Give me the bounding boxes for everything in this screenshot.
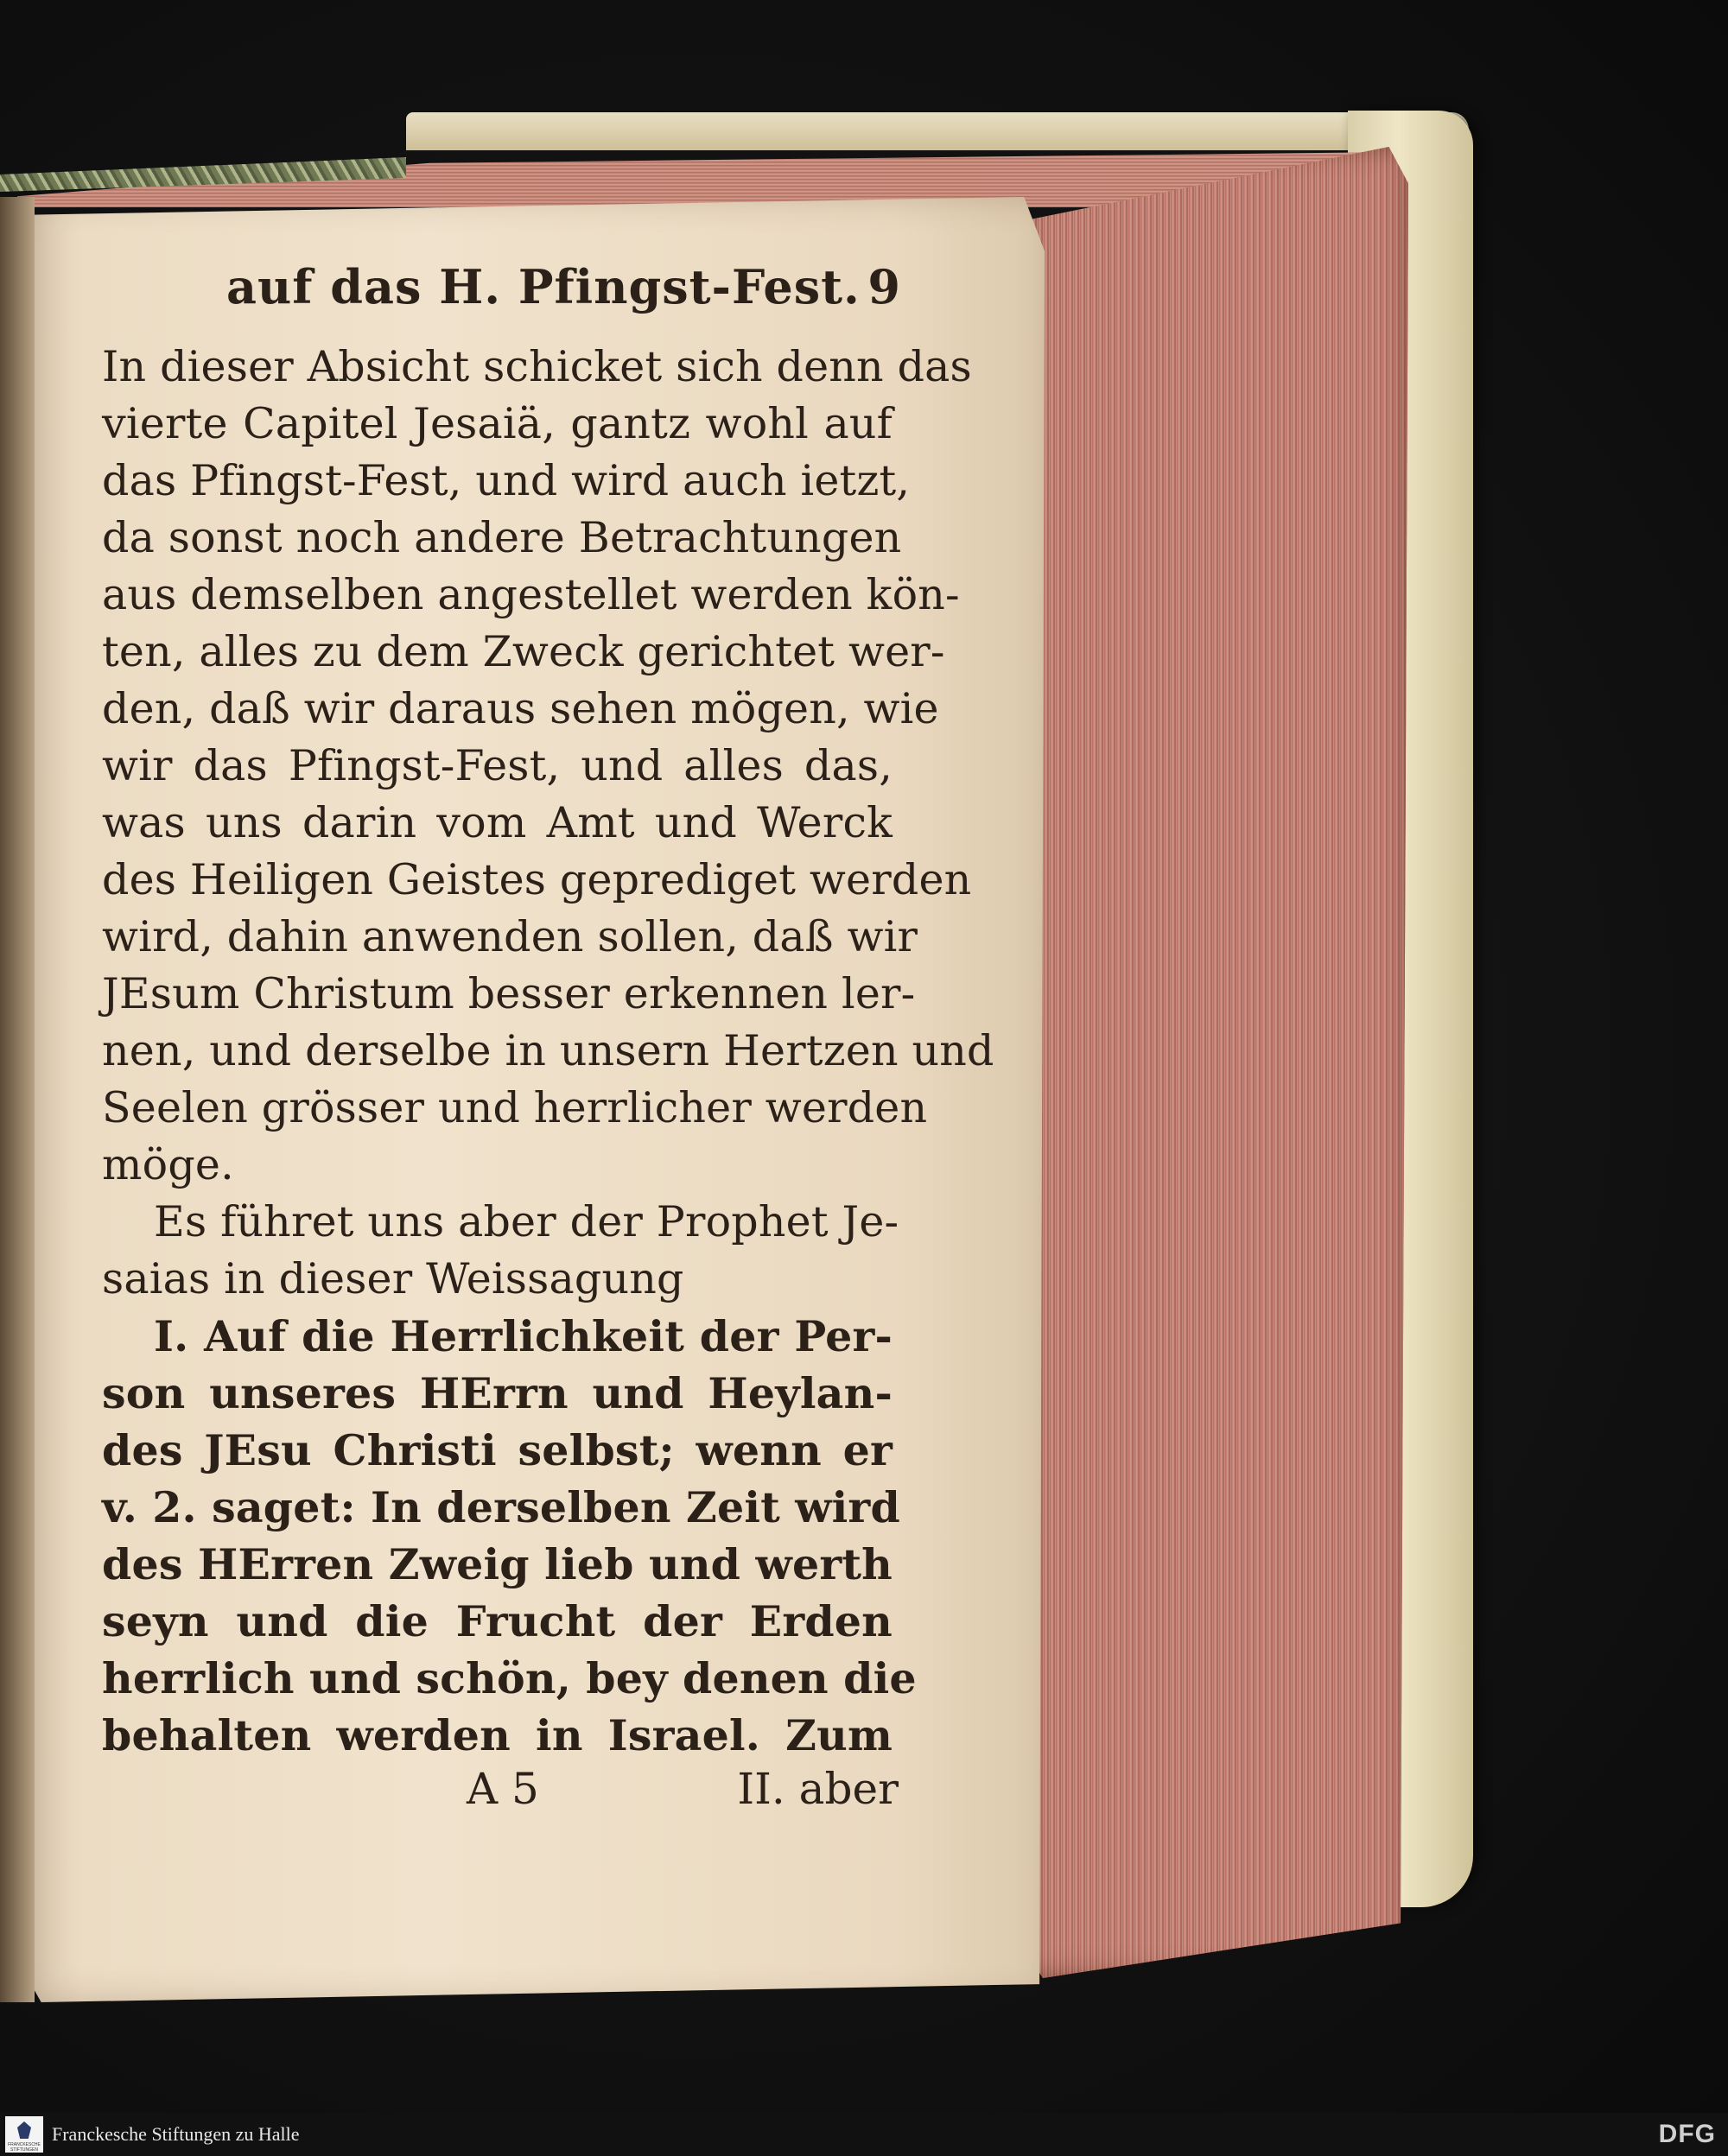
page-fore-edge: [1020, 147, 1408, 1978]
text-line: wird, dahin anwenden sollen, daß wir: [102, 912, 918, 961]
text-line: In dieser Absicht schicket sich denn das: [102, 342, 972, 391]
text-line: I. Auf die Herrlichkeit der Per-: [154, 1311, 893, 1361]
body-text: [102, 339, 994, 1764]
text-line: des JEsu Christi selbst; wenn er: [102, 1425, 893, 1475]
logo-text: FRANCKESCHE STIFTUNGEN: [8, 2142, 41, 2153]
text-line: v. 2. saget: In derselben Zeit wird: [102, 1482, 900, 1532]
text-line: was uns darin vom Amt und Werck: [102, 798, 893, 847]
text-line: des Heiligen Geistes geprediget werden: [102, 855, 972, 904]
text-line: son unseres HErrn und Heylan-: [102, 1368, 893, 1418]
text-line: behalten werden in Israel. Zum: [102, 1710, 893, 1760]
viewer-footer-bar: [0, 2113, 1728, 2156]
text-line: aus demselben angestellet werden kön-: [102, 570, 960, 619]
text-line: wir das Pfingst-Fest, und alles das,: [102, 741, 893, 790]
text-line: den, daß wir daraus sehen mögen, wie: [102, 684, 939, 733]
text-line: Seelen grösser und herrlicher werden: [102, 1083, 928, 1132]
text-line: da sonst noch andere Betrachtungen: [102, 513, 902, 562]
catchword: II. aber: [737, 1764, 899, 1814]
text-line: nen, und derselbe in unsern Hertzen und: [102, 1026, 994, 1075]
dfg-logo[interactable]: DFG: [1658, 2120, 1716, 2148]
cover-top-edge: [406, 112, 1469, 150]
page-gutter: [0, 197, 35, 2002]
text-line: vierte Capitel Jesaiä, gantz wohl auf: [102, 399, 893, 448]
page-number: 9: [867, 259, 900, 314]
text-line: ten, alles zu dem Zweck gerichtet wer-: [102, 627, 945, 676]
institution-logo[interactable]: [5, 2116, 43, 2153]
running-head: [226, 259, 900, 328]
institution-name: Franckesche Stiftungen zu Halle: [52, 2123, 300, 2145]
text-line: JEsum Christum besser erkennen ler-: [102, 969, 916, 1018]
text-line: seyn und die Frucht der Erden: [102, 1596, 893, 1646]
signature-mark: A 5: [467, 1764, 539, 1814]
page-footer: [467, 1764, 899, 1824]
text-line: des HErren Zweig lieb und werth: [102, 1539, 893, 1589]
text-line: Es führet uns aber der Prophet Je-: [154, 1197, 899, 1246]
text-line: herrlich und schön, bey denen die: [102, 1653, 917, 1703]
running-head-title: auf das H. Pfingst-Fest.: [226, 259, 861, 314]
text-line: das Pfingst-Fest, und wird auch ietzt,: [102, 456, 911, 505]
text-line: saias in dieser Weissagung: [102, 1254, 684, 1303]
crest-icon: [17, 2121, 31, 2139]
text-line: möge.: [102, 1140, 234, 1189]
